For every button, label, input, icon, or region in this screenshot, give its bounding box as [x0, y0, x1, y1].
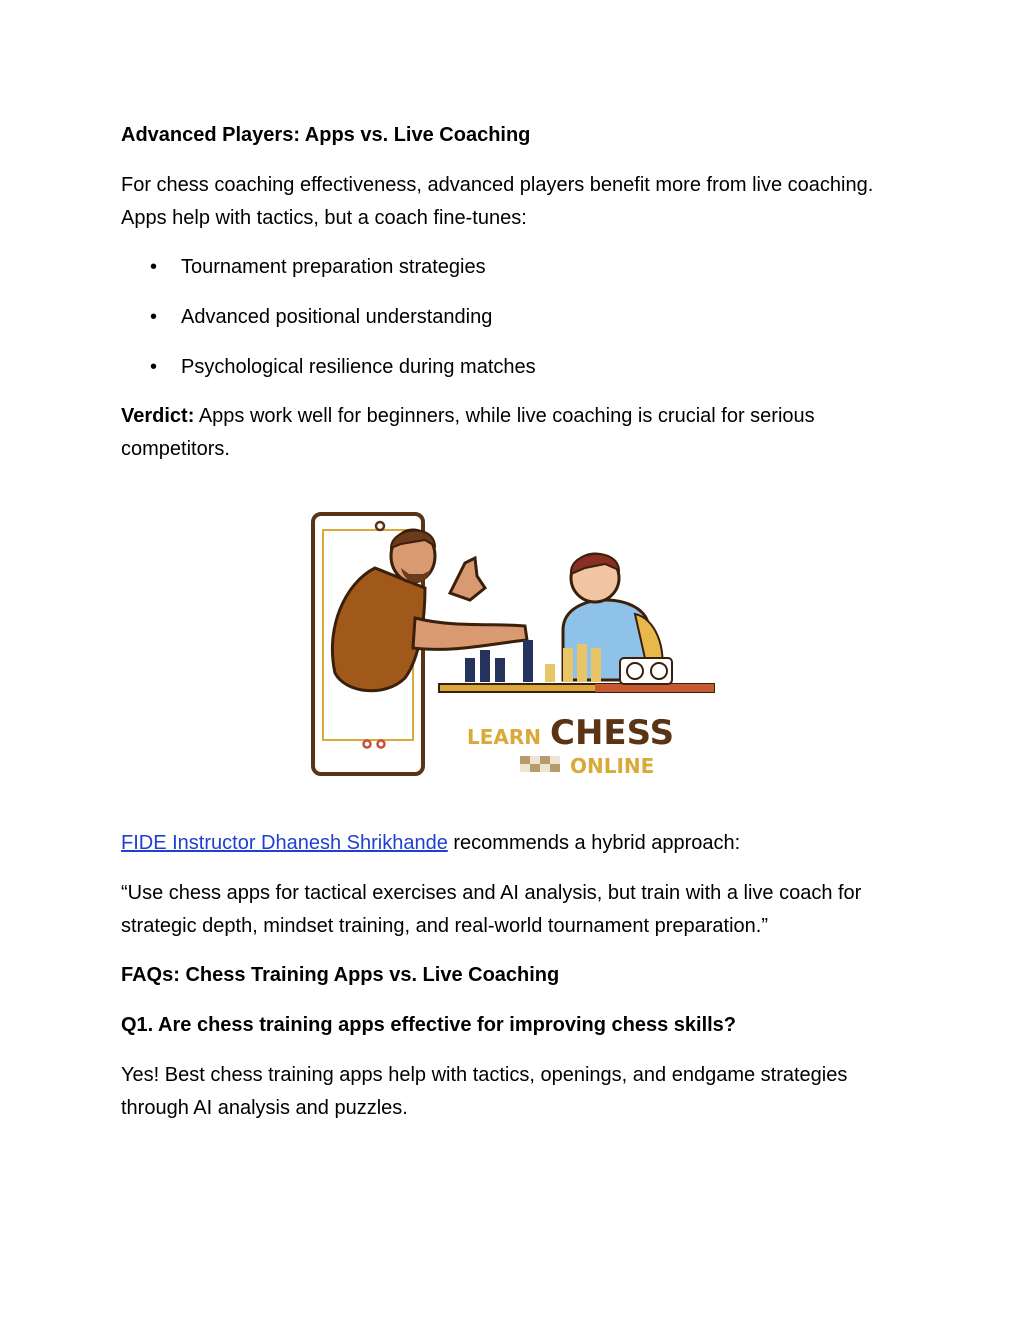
- learn-chess-online-illustration: [305, 508, 720, 788]
- section-heading-advanced: Advanced Players: Apps vs. Live Coaching: [121, 124, 531, 146]
- bullet-icon: •: [150, 256, 158, 278]
- bullet-icon: •: [150, 306, 158, 328]
- list-item: [121, 301, 821, 334]
- logo-word-chess: CHESS: [550, 713, 675, 753]
- intro-paragraph: For chess coaching effectiveness, advanced players benefit more from live coaching. Apps help with tactics, but a coach fine-tunes:: [121, 174, 874, 229]
- faq-answer-1: Yes! Best chess training apps help with tactics, openings, and endgame strategies through AI analysis and puzzles.: [121, 1064, 848, 1119]
- section-heading-faqs: FAQs: Chess Training Apps vs. Live Coaching: [121, 964, 560, 986]
- verdict-paragraph: [121, 400, 901, 466]
- verdict-text: Apps work well for beginners, while live coaching is crucial for serious competitors.: [121, 405, 815, 460]
- recommendation-text: recommends a hybrid approach:: [447, 832, 741, 854]
- list-item: [121, 251, 821, 284]
- recommendation-paragraph: [121, 827, 901, 860]
- logo-word-online: ONLINE: [570, 754, 655, 778]
- list-item-text: Psychological resilience during matches: [181, 356, 536, 378]
- quote-paragraph: “Use chess apps for tactical exercises and AI analysis, but train with a live coach for strategic depth, mindset training, and real-world tournament preparation.”: [121, 882, 862, 937]
- list-item-text: Advanced positional understanding: [181, 306, 493, 328]
- logo-word-learn: LEARN: [467, 725, 542, 749]
- list-item-text: Tournament preparation strategies: [181, 256, 486, 278]
- faq-question-1: Q1. Are chess training apps effective for improving chess skills?: [121, 1014, 737, 1036]
- verdict-label: Verdict:: [121, 405, 195, 427]
- bullet-icon: •: [150, 356, 158, 378]
- list-item: [121, 351, 821, 384]
- fide-instructor-link[interactable]: FIDE Instructor Dhanesh Shrikhande: [121, 832, 448, 854]
- coach-on-phone-icon: [305, 508, 720, 788]
